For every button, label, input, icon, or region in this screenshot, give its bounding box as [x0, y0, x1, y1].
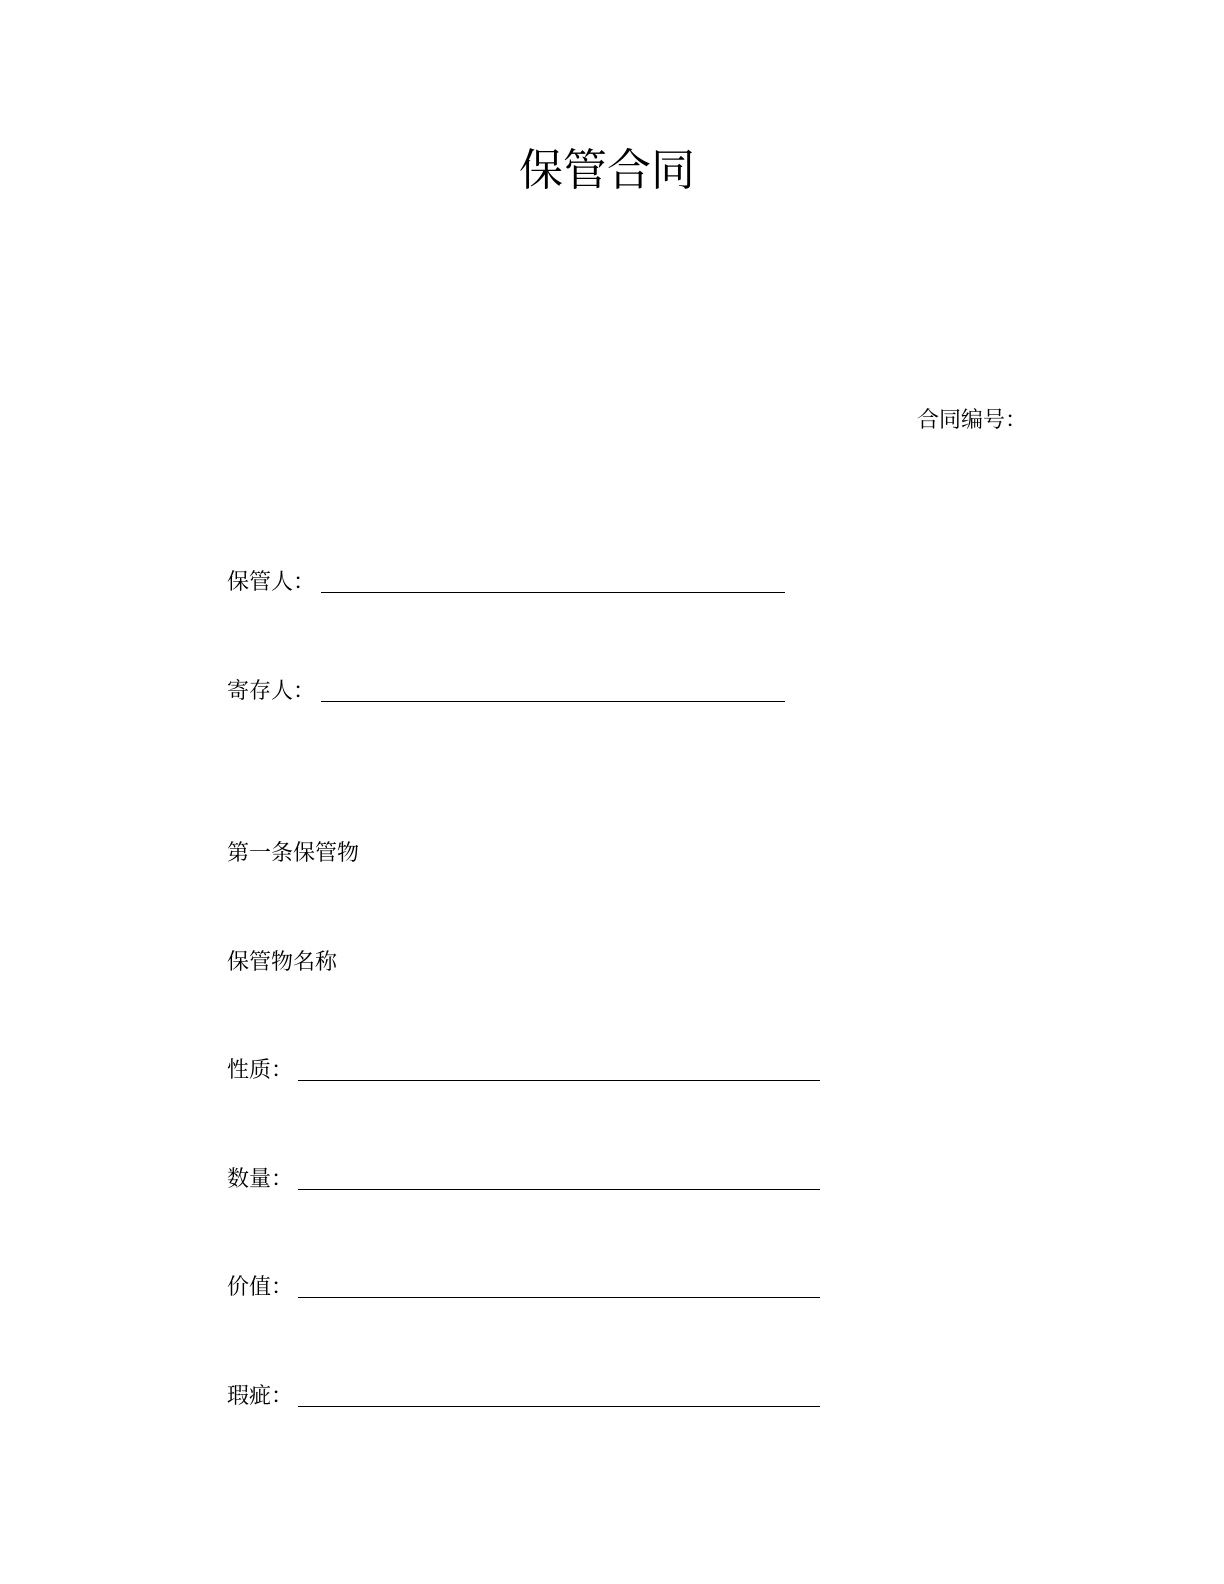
quantity-label: 数量：	[227, 1167, 294, 1192]
defect-label: 瑕疵：	[227, 1384, 294, 1409]
depositor-label: 寄存人：	[227, 679, 316, 704]
value-label: 价值：	[227, 1275, 294, 1300]
item-name-label: 保管物名称	[227, 950, 338, 975]
depositor-blank-line[interactable]	[321, 701, 785, 702]
value-blank-line[interactable]	[298, 1297, 820, 1298]
article-1-heading: 第一条保管物	[227, 841, 360, 866]
custodian-blank-line[interactable]	[321, 592, 785, 593]
contract-number-label: 合同编号：	[917, 408, 1028, 433]
nature-blank-line[interactable]	[298, 1080, 820, 1081]
defect-blank-line[interactable]	[298, 1406, 820, 1407]
nature-label: 性质：	[227, 1058, 294, 1083]
document-title: 保管合同	[519, 145, 695, 196]
custodian-label: 保管人：	[227, 570, 316, 595]
quantity-blank-line[interactable]	[298, 1189, 820, 1190]
